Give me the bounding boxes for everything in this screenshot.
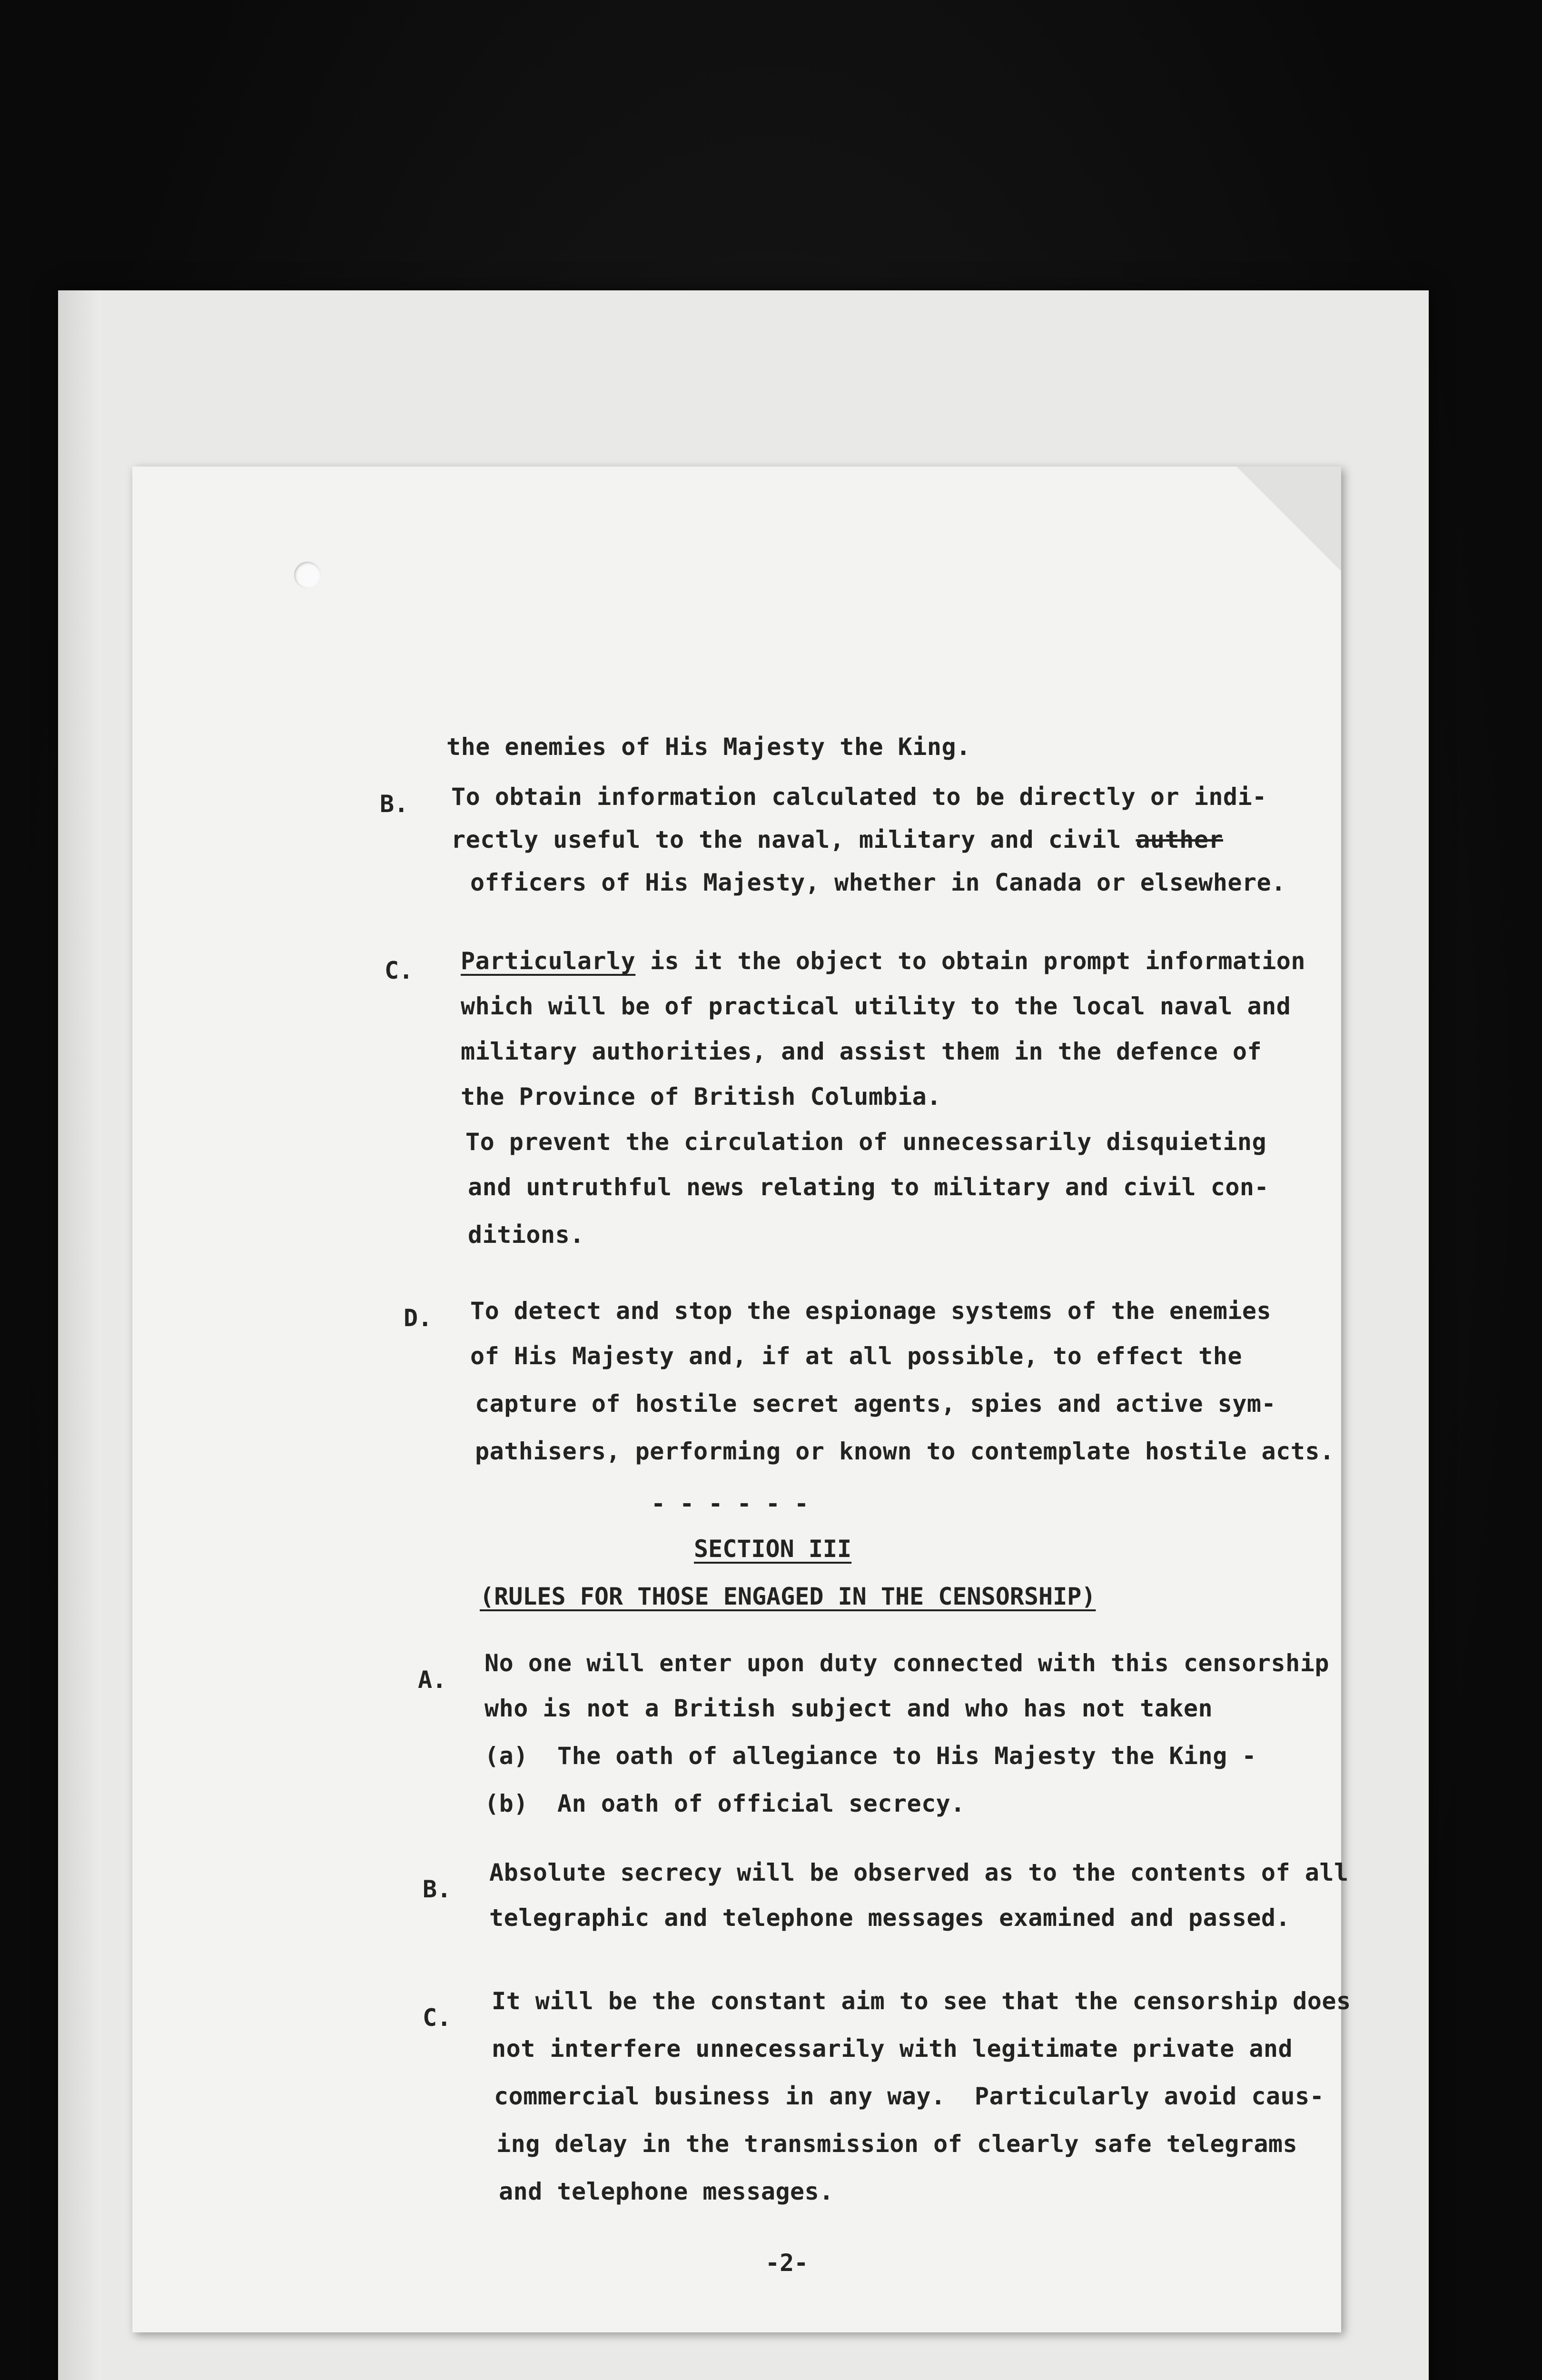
line-b-3: officers of His Majesty, whether in Canada or elsewhere.: [470, 869, 1286, 896]
line-c2-2: not interfere unnecessarily with legitimate private and: [492, 2035, 1293, 2063]
punch-hole: [294, 562, 321, 588]
page-number: -2-: [765, 2249, 809, 2277]
marker-d: D.: [404, 1304, 433, 1332]
line-c2-3: commercial business in any way. Particularly avoid caus-: [494, 2082, 1325, 2110]
line-b2-1: Absolute secrecy will be observed as to the contents of all: [489, 1859, 1349, 1886]
line-d-1: To detect and stop the espionage systems of the enemies: [470, 1297, 1272, 1325]
marker-b: B.: [380, 790, 409, 818]
struck-word: auther: [1136, 826, 1223, 853]
line-b-2-text: rectly useful to the naval, military and civil: [451, 826, 1136, 853]
line-a-3: (a) The oath of allegiance to His Majesty the King -: [484, 1742, 1256, 1770]
line-c2-4: ing delay in the transmission of clearly safe telegrams: [496, 2130, 1298, 2158]
line-d-4: pathisers, performing or known to contemplate hostile acts.: [475, 1438, 1334, 1465]
folded-corner: [1236, 466, 1341, 571]
line-c-1: [461, 947, 1305, 975]
typed-document-page: [132, 466, 1351, 2332]
line-c2-5: and telephone messages.: [499, 2178, 834, 2205]
marker-a: A.: [418, 1666, 447, 1694]
line-d-2: of His Majesty and, if at all possible, to effect the: [470, 1342, 1242, 1370]
line-a-1: No one will enter upon duty connected with this censorship: [484, 1649, 1329, 1677]
section-separator: - - - - - -: [651, 1490, 809, 1517]
section-title: SECTION III: [694, 1535, 852, 1563]
marker-c: C.: [385, 957, 414, 984]
marker-b2: B.: [423, 1875, 452, 1903]
line-b-2: [451, 826, 1223, 853]
line-c-2: which will be of practical utility to the local naval and: [461, 992, 1291, 1020]
line-c-6: and untruthful news relating to military and civil con-: [468, 1173, 1269, 1201]
line-a-4: (b) An oath of official secrecy.: [484, 1790, 965, 1817]
line-b-1: To obtain information calculated to be directly or indi-: [451, 783, 1267, 811]
line-c-3: military authorities, and assist them in the defence of: [461, 1038, 1262, 1065]
line-a-2: who is not a British subject and who has not taken: [484, 1695, 1213, 1722]
line-c-4: the Province of British Columbia.: [461, 1083, 941, 1111]
line-c-1-text: is it the object to obtain prompt information: [650, 947, 1305, 975]
line-b2-2: telegraphic and telephone messages examined and passed.: [489, 1904, 1291, 1932]
line-continuation: the enemies of His Majesty the King.: [446, 733, 971, 761]
line-c2-1: It will be the constant aim to see that the censorship does: [492, 1987, 1351, 2015]
line-d-3: capture of hostile secret agents, spies and active sym-: [475, 1390, 1276, 1418]
line-c-7: ditions.: [468, 1221, 584, 1249]
underlined-word: Particularly: [461, 947, 636, 975]
line-c-5: To prevent the circulation of unnecessarily disquieting: [465, 1128, 1267, 1156]
marker-c2: C.: [423, 2004, 452, 2032]
section-subtitle: (RULES FOR THOSE ENGAGED IN THE CENSORSHIP): [480, 1583, 1096, 1610]
